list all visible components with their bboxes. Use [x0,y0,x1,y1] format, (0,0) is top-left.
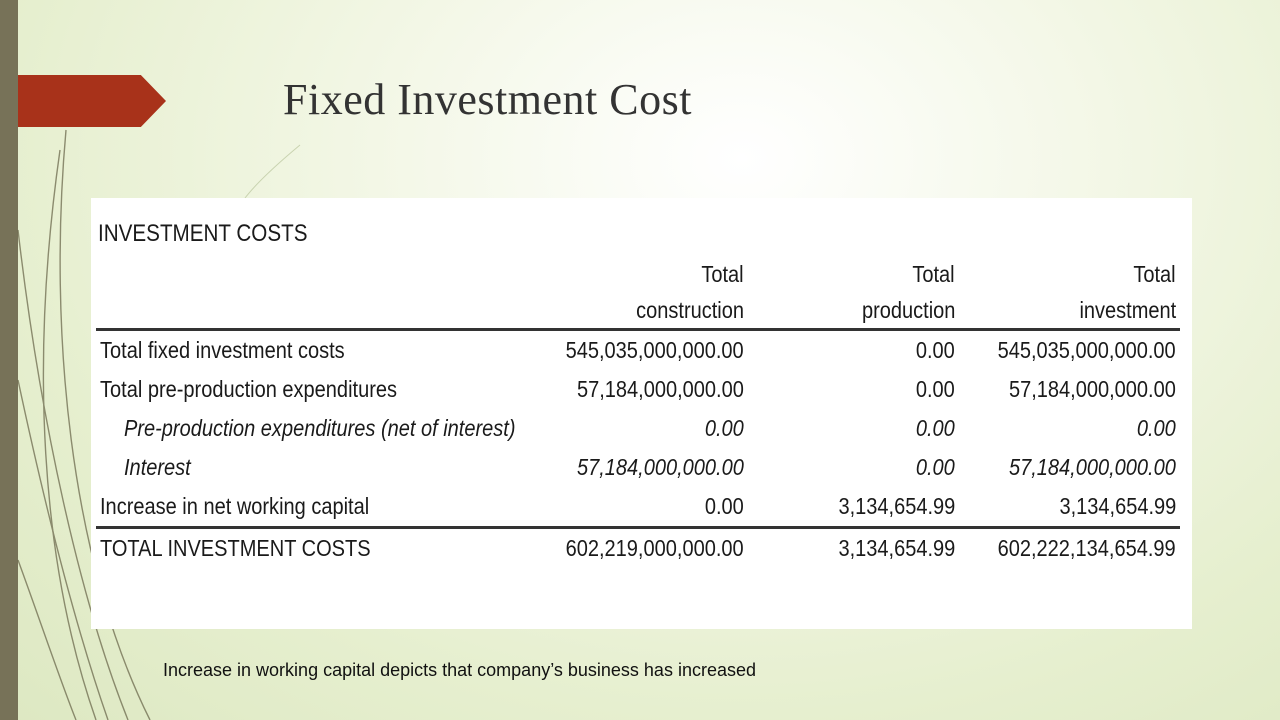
cell-value: 57,184,000,000.00 [1009,376,1176,402]
cell-value: 0.00 [705,493,744,519]
table-row [96,448,1180,487]
header-spacer [96,292,526,330]
row-label: Interest [124,454,191,480]
cell-value: 3,134,654.99 [748,528,959,569]
header-row [96,292,1180,330]
column-header: Total [1133,260,1176,287]
header-spacer [96,256,526,292]
table-heading: INVESTMENT COSTS [98,220,308,247]
cell-value: 0.00 [916,454,955,480]
table-row [96,487,1180,528]
table-total-row [96,528,1180,569]
cell-value: 57,184,000,000.00 [577,376,744,402]
cell-value: 545,035,000,000.00 [997,337,1176,363]
cell-value: 0.00 [916,376,955,402]
investment-table-panel [91,198,1192,629]
cell-value: 0.00 [916,415,955,441]
row-label: Increase in net working capital [100,493,370,519]
row-label: Pre-production expenditures (net of interest) [124,415,516,441]
column-header: investment [959,292,1180,330]
slide-title: Fixed Investment Cost [283,75,692,124]
cell-value: 57,184,000,000.00 [577,454,744,480]
header-row [96,256,1180,292]
column-header: Total [701,260,744,287]
table-row [96,330,1180,371]
cell-value: 602,219,000,000.00 [526,528,748,569]
row-label: TOTAL INVESTMENT COSTS [96,528,526,569]
column-header: construction [526,292,748,330]
cell-value: 0.00 [916,337,955,363]
investment-costs-table [96,256,1180,568]
row-label: Total fixed investment costs [100,337,345,363]
cell-value: 545,035,000,000.00 [565,337,744,363]
column-header: production [748,292,959,330]
footnote-text: Increase in working capital depicts that company’s business has increased [163,660,756,680]
column-header: Total [912,260,955,287]
table-row [96,409,1180,448]
row-label: Total pre-production expenditures [100,376,397,402]
cell-value: 0.00 [705,415,744,441]
cell-value: 3,134,654.99 [838,493,955,519]
table-row [96,370,1180,409]
cell-value: 0.00 [1137,415,1176,441]
cell-value: 602,222,134,654.99 [959,528,1180,569]
title-accent-tab [18,75,166,127]
cell-value: 3,134,654.99 [1059,493,1176,519]
cell-value: 57,184,000,000.00 [1009,454,1176,480]
